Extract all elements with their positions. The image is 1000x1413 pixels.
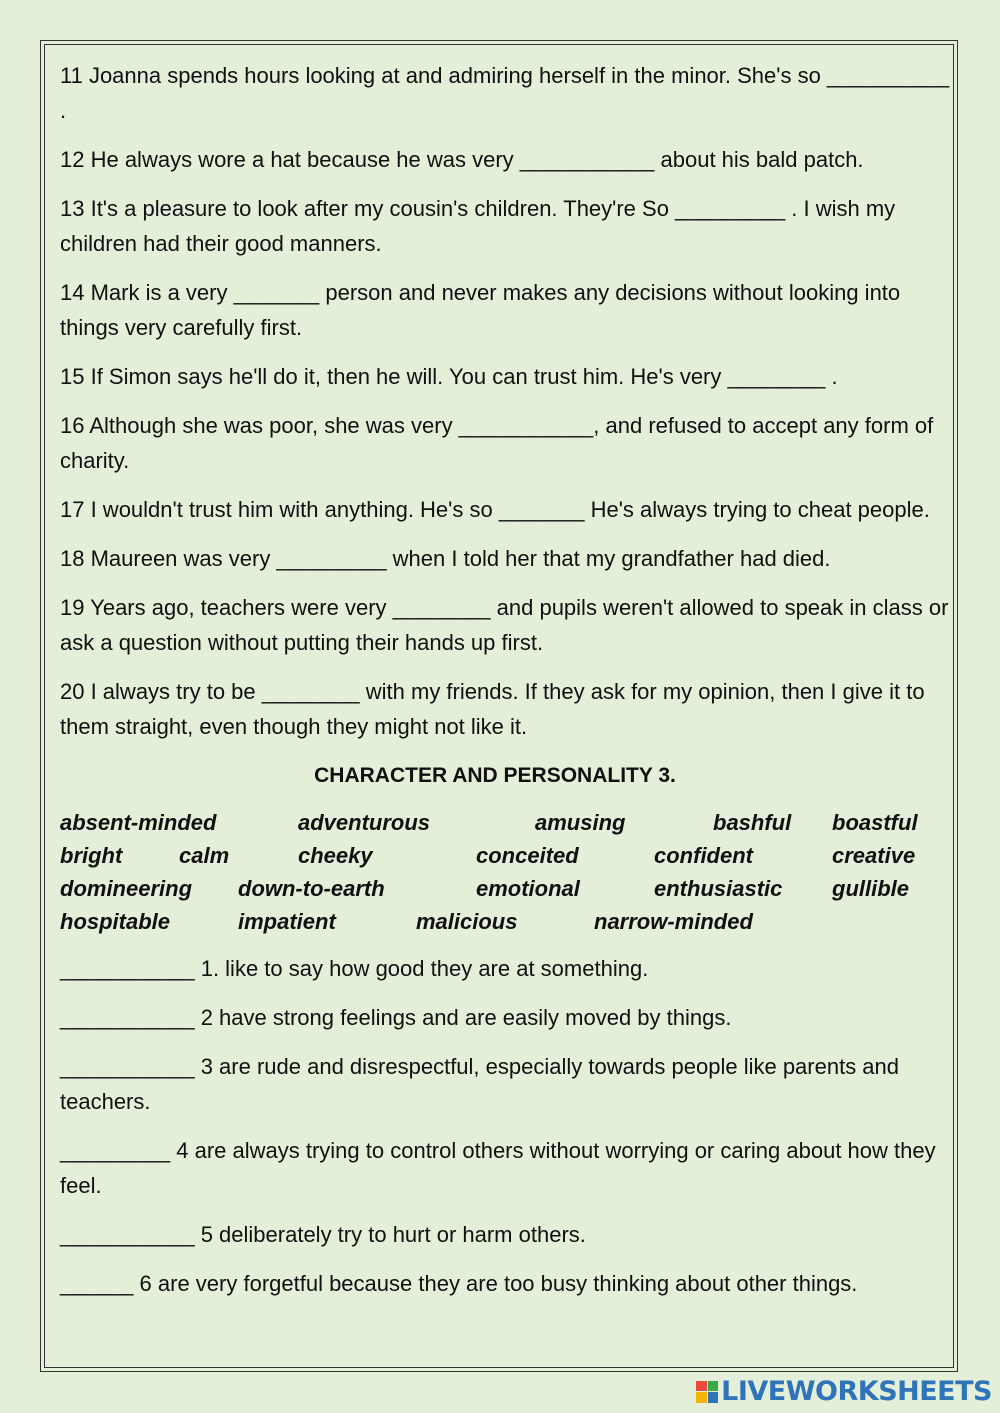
word-bank-item: bashful [713,810,792,835]
answer-blank[interactable]: ___________ [60,1222,195,1247]
question-12: 12 He always wore a hat because he was very ___________ about his bald patch. [60,147,864,172]
word-bank-row [60,871,955,904]
exercise-6 [60,1266,955,1301]
liveworksheets-logo[interactable] [696,1376,992,1407]
answer-blank[interactable]: ___________ [60,1054,195,1079]
exercise-4 [60,1133,955,1203]
logo-square [708,1381,719,1392]
questions-list [60,58,955,744]
word-bank-item: creative [832,843,916,868]
question-13: 13 It's a pleasure to look after my cousin's children. They're So _________ . I wish my children had their good manners. [60,196,896,256]
word-bank-item: impatient [238,909,336,934]
word-bank-item: cheeky [298,843,373,868]
word-bank-item: amusing [535,810,626,835]
word-bank-item: bright [60,843,123,868]
word-bank-item: enthusiastic [654,876,783,901]
word-bank-item: adventurous [298,810,431,835]
exercise-list [60,951,955,1301]
word-bank-item: gullible [832,876,909,901]
word-bank-row [60,904,955,937]
word-bank-row [60,805,955,838]
logo-square [696,1381,707,1392]
liveworksheets-logo-icon [696,1381,718,1403]
exercise-2 [60,1000,955,1035]
word-bank-item: conceited [476,843,579,868]
word-bank-row [60,838,955,871]
exercise-5 [60,1217,955,1252]
logo-square [696,1392,707,1403]
word-bank-item: domineering [60,876,193,901]
section-title: CHARACTER AND PERSONALITY 3. [314,764,676,787]
worksheet-content [60,58,955,1315]
question-11: 11 Joanna spends hours looking at and admiring herself in the minor. She's so __________ . [60,63,950,123]
liveworksheets-logo-text: LIVEWORKSHEETS [721,1376,992,1407]
word-bank-item: emotional [476,876,580,901]
exercise-text: 6 are very forgetful because they are too busy thinking about other things. [133,1271,858,1296]
question-17: 17 I wouldn't trust him with anything. He's so _______ He's always trying to cheat people. [60,497,930,522]
logo-square [708,1392,719,1403]
word-bank-item: narrow-minded [594,909,753,934]
exercise-text: 2 have strong feelings and are easily moved by things. [194,1005,732,1030]
word-bank-item: down-to-earth [238,876,385,901]
word-bank-item: calm [179,843,230,868]
exercise-1 [60,951,955,986]
exercise-3 [60,1049,955,1119]
word-bank-item: hospitable [60,909,171,934]
word-bank-item: confident [654,843,753,868]
word-bank-item: boastful [832,810,918,835]
exercise-text: 3 are rude and disrespectful, especially towards people like parents and teachers. [60,1054,900,1114]
question-14: 14 Mark is a very _______ person and never makes any decisions without looking into things very carefully first. [60,280,901,340]
answer-blank[interactable]: _________ [60,1138,171,1163]
question-16: 16 Although she was poor, she was very ___________, and refused to accept any form of charity. [60,413,934,473]
answer-blank[interactable]: ___________ [60,1005,195,1030]
question-15: 15 If Simon says he'll do it, then he will. You can trust him. He's very ________ . [60,364,838,389]
question-19: 19 Years ago, teachers were very ________ and pupils weren't allowed to speak in class or ask a question without putting their hands up first. [60,595,949,655]
word-bank-item: malicious [416,909,518,934]
question-20: 20 I always try to be ________ with my friends. If they ask for my opinion, then I give it to them straight, even though they might not like it. [60,679,925,739]
word-bank [60,805,955,937]
word-bank-item: absent-minded [60,810,217,835]
exercise-text: 5 deliberately try to hurt or harm others. [194,1222,586,1247]
answer-blank[interactable]: ______ [60,1271,134,1296]
answer-blank[interactable]: ___________ [60,956,195,981]
question-18: 18 Maureen was very _________ when I told her that my grandfather had died. [60,546,831,571]
exercise-text: 1. like to say how good they are at something. [194,956,649,981]
exercise-text: 4 are always trying to control others without worrying or caring about how they feel. [60,1138,936,1198]
